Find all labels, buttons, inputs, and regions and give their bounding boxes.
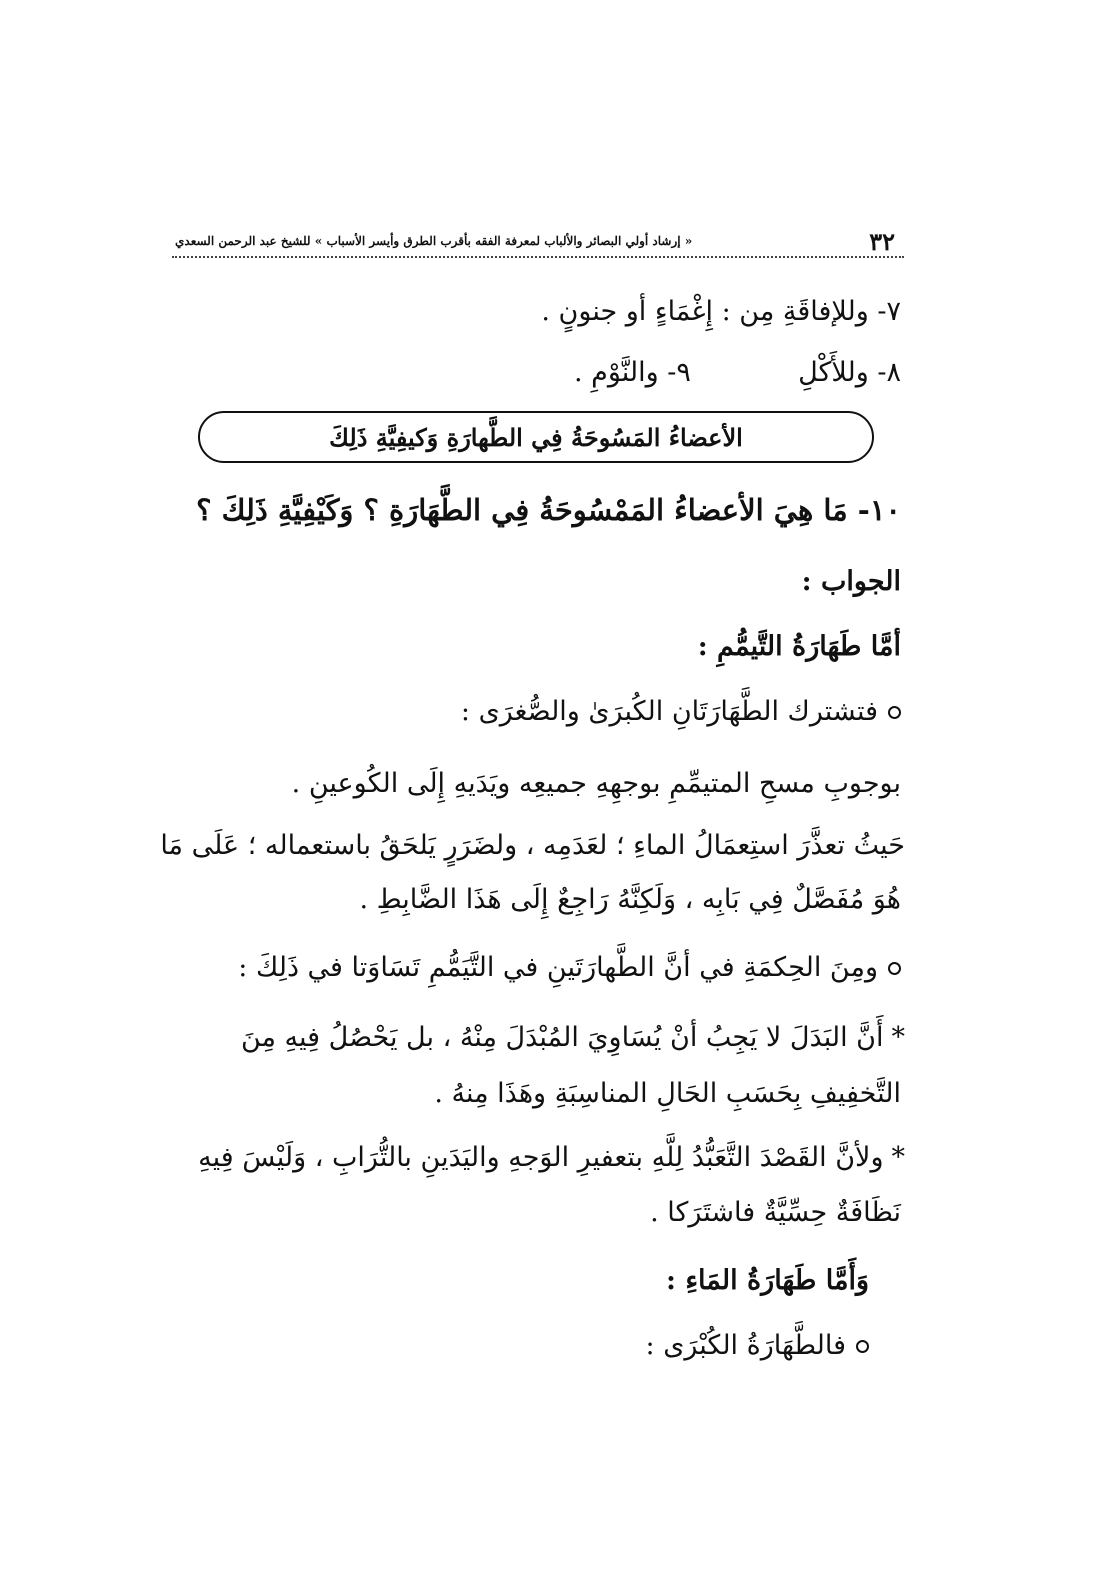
question-10: ١٠- مَا هِيَ الأعضاءُ المَمْسُوحَةُ فِي الطَّهَارَةِ ؟ وَكَيْفِيَّةِ ذَلِكَ ؟ <box>196 493 901 527</box>
point-3-text: فالطَّهَارَةُ الكُبْرَى : <box>645 1330 846 1361</box>
water-heading: وَأَمَّا طَهَارَةُ المَاءِ : <box>665 1265 869 1296</box>
reason-1-line-1 <box>241 1022 905 1054</box>
point-3 <box>646 1330 869 1362</box>
answer-label: الجواب : <box>801 566 901 597</box>
point-1 <box>461 696 901 728</box>
reason-1-line-2: التَّخفِيفِ بِحَسَبِ الحَالِ المناسِبَةِ وهَذَا مِنهُ . <box>434 1078 901 1109</box>
paragraph-2-line-1: حَيثُ تعذَّرَ استِعمَالُ الماءِ ؛ لعَدَمِه ، ولضَرَرٍ يَلحَقُ باستعماله ؛ عَلَى مَا <box>160 830 905 861</box>
point-1-text: فتشترك الطَّهَارَتَانِ الكُبرَىٰ والصُّغرَى : <box>460 696 878 727</box>
running-title: « إرشاد أولي البصائر والألباب لمعرفة الفقه بأقرب الطرق وأيسر الأسباب » للشيخ عبد الرحمن السعدي <box>175 234 693 248</box>
header-divider <box>172 256 904 258</box>
point-2-text: ومِنَ الحِكمَةِ في أنَّ الطَّهارَتَينِ في التَّيَمُّمِ تَسَاوَتا في ذَلِكَ : <box>238 952 878 983</box>
list-item-8-9 <box>574 357 901 389</box>
list-item-9: ٩- والنَّوْمِ . <box>573 357 691 388</box>
reason-2-line-1-text: ولأنَّ القَصْدَ التَّعَبُّدُ لِلَّهِ بتعفيرِ الوَجهِ واليَدَينِ بالتُّرَابِ ، وَلَيْسَ فِيهِ <box>198 1142 884 1173</box>
reason-2-line-1 <box>198 1142 905 1174</box>
tayammum-heading: أمَّا طَهَارَةُ التَّيمُّمِ : <box>697 631 901 662</box>
page-header <box>175 222 905 260</box>
asterisk-bullet-icon: * <box>891 1022 905 1053</box>
section-heading-box <box>198 411 874 463</box>
list-item-7: ٧- وللإفاقَةِ مِن : إِغْمَاءٍ أو جنونٍ . <box>541 296 901 327</box>
page-number: ٣٢ <box>869 226 895 256</box>
list-item-8: ٨- وللأَكْلِ <box>798 357 901 388</box>
asterisk-bullet-icon: * <box>891 1142 905 1173</box>
section-heading: الأعضاءُ المَسُوحَةُ فِي الطَّهارَةِ وَكيفِيَّةِ ذَلِكَ <box>329 422 743 452</box>
paragraph-2-line-2: هُوَ مُفَصَّلٌ فِي بَابِه ، وَلَكِنَّهُ رَاجِعٌ إِلَى هَذَا الضَّابِطِ . <box>359 884 901 915</box>
circle-bullet-icon <box>888 962 901 975</box>
reason-1-line-1-text: أَنَّ البَدَلَ لا يَجِبُ أنْ يُسَاوِيَ المُبْدَلَ مِنْهُ ، بل يَحْصُلُ فِيهِ مِنَ <box>240 1022 884 1053</box>
paragraph-1: بوجوبِ مسحِ المتيمِّمِ بوجهِهِ جميعِه ويَدَيهِ إِلَى الكُوعينِ . <box>291 768 901 799</box>
circle-bullet-icon <box>888 706 901 719</box>
reason-2-line-2: نَظَافَةٌ حِسِّيَّةٌ فاشتَرَكا . <box>650 1197 901 1228</box>
point-2 <box>238 952 901 984</box>
circle-bullet-icon <box>856 1340 869 1353</box>
